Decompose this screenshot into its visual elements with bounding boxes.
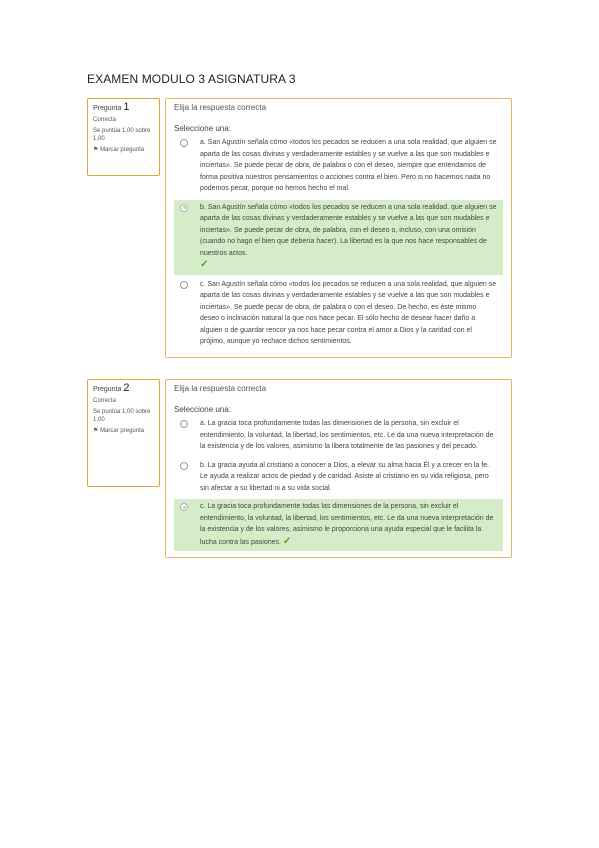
answer-option-c[interactable]	[174, 277, 503, 351]
answer-option-a[interactable]	[174, 416, 503, 456]
flag-icon: ⚑	[93, 428, 99, 434]
flag-icon: ⚑	[93, 147, 99, 153]
question-content	[165, 98, 512, 358]
radio-button[interactable]	[180, 420, 188, 428]
answer-option-b[interactable]	[174, 200, 503, 275]
correct-check-icon: ✓	[282, 535, 292, 547]
select-prompt: Seleccione una:	[174, 405, 231, 414]
question-info-box	[87, 379, 160, 487]
document-title: EXAMEN MODULO 3 ASIGNATURA 3	[87, 72, 296, 86]
radio-button[interactable]	[180, 281, 188, 289]
answer-text: b. La gracia ayuda al cristiano a conocer a Dios, a elevar su alma hacia Él y a crecer en la fe. Le ayuda a realizar actos de piedad y de caridad. Asiste al cristiano en su vida religiosa, pero sin afectar a su libertad ni a su vida social.	[200, 461, 490, 492]
answer-text: b. San Agustín señala cómo «todos los pecados se reducen a una sola realidad, que alguien se aparta de las cosas divinas y verdaderamente estables y se vuelve a las que son mudables e inciertas». Se puede pecar de obra, de palabra, con el deseo o, incluso, con una omisión (cuando no hago el bien que debería hacer). La libertad es la que nos hace responsables de nuestros actos.	[200, 203, 497, 257]
correct-check-icon: ✓	[200, 259, 209, 270]
question-text: Elija la respuesta correcta	[174, 384, 267, 393]
answer-text: c. San Agustín señala cómo «todos los pecados se reducen a una sola realidad, que alguien se aparta de las cosas divinas y verdaderamente estables y se vuelve a las que son mudables e inciertas». Se puede pecar de obra, de palabra o con el deseo. De hecho, es éste mismo deseo o inclinación natural la que nos hace pecar. El sólo hecho de desear hacer daño a alguien o de guardar rencor ya nos hace pecar contra el amor a Dios y la caridad con el prójimo, aunque yo rechace dichos sentimientos.	[200, 280, 497, 345]
answer-text: c. La gracia toca profundamente todas las dimensiones de la persona, sin excluir el entendimiento, la voluntad, la libertad, los sentimientos, etc. Le da una nueva interpretación de la existencia y de los valores, asimismo le proporciona una ayuda especial que le facilita la lucha contra las pasiones.	[200, 503, 494, 546]
radio-button-selected[interactable]	[180, 503, 188, 511]
question-status: Correcta	[93, 398, 117, 404]
radio-button-selected[interactable]	[180, 204, 188, 212]
flag-question-link[interactable]: ⚑ Marcar pregunta	[93, 147, 145, 153]
question-info-box	[87, 98, 160, 176]
question-number: Pregunta 2	[93, 382, 130, 394]
answer-text: a. San Agustín señala cómo «todos los pecados se reducen a una sola realidad, que alguien se aparta de las cosas divinas y verdaderamente estables y se vuelve a las que son mudables e inciertas». Se puede pecar de obra, de palabra o con el deseo, siempre que entendamos de forma positiva nuestros pensamientos o acciones contra el bien. Pero si no hacemos nada no podemos pecar, porque no hemos hecho el mal.	[200, 139, 497, 192]
answer-option-b[interactable]	[174, 458, 503, 498]
answer-text: a. La gracia toca profundamente todas las dimensiones de la persona, sin excluir el entendimiento, la voluntad, la libertad, los sentimientos, etc. Le da una nueva interpretación de la existencia y de los valores, asimismo la libera totalmente de las pasiones y del pecado.	[200, 420, 494, 450]
answer-option-c[interactable]	[174, 499, 503, 551]
question-number: Pregunta 1	[93, 101, 130, 113]
radio-button[interactable]	[180, 139, 188, 147]
question-points: Se puntúa 1,00 sobre 1,00	[93, 409, 151, 423]
question-text: Elija la respuesta correcta	[174, 103, 267, 112]
flag-question-link[interactable]: ⚑ Marcar pregunta	[93, 428, 145, 434]
select-prompt: Seleccione una:	[174, 124, 231, 133]
question-points: Se puntúa 1,00 sobre 1,00	[93, 128, 151, 142]
radio-button[interactable]	[180, 462, 188, 470]
question-content	[165, 379, 512, 558]
answer-option-a[interactable]	[174, 135, 503, 198]
question-status: Correcta	[93, 117, 117, 123]
